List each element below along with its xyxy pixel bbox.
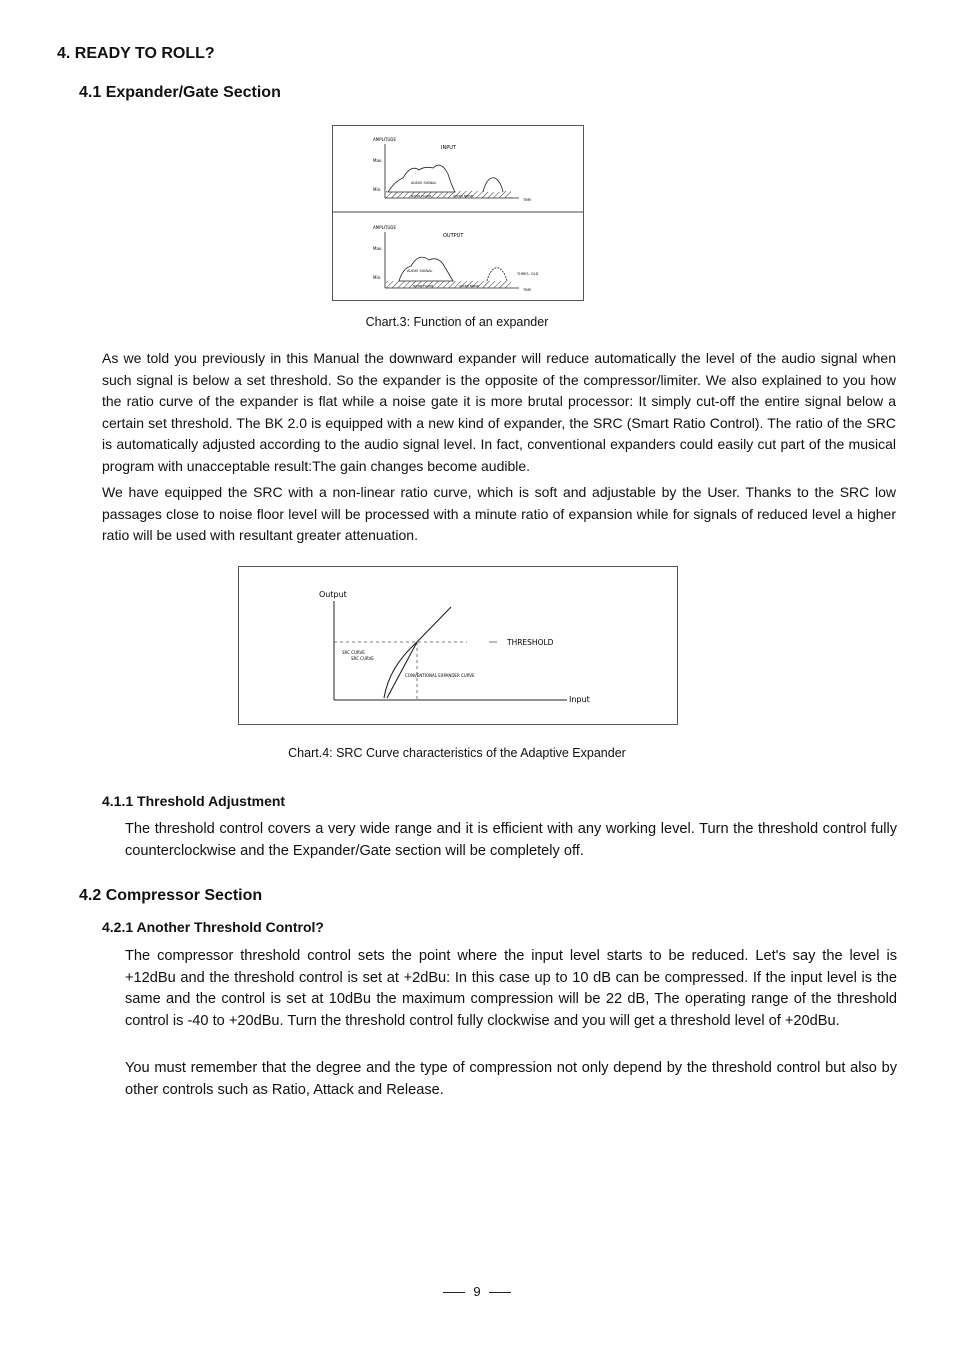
chart3-caption: Chart.3: Function of an expander <box>365 315 549 329</box>
chart4-conventional-curve <box>387 642 417 698</box>
expander-heading: 4.1 Expander/Gate Section <box>79 84 281 101</box>
chart3-min-bottom: Min. <box>373 275 382 280</box>
chart3-noise-band-bottom <box>386 281 511 288</box>
footer-dash-left <box>443 1292 465 1293</box>
chart3-max-bottom: Max. <box>373 246 383 251</box>
chart3-figure <box>332 125 584 301</box>
another-threshold-paragraph-2: You must remember that the degree and the type of compression not only depend by the threshold control but also by other controls such as Ratio, Attack and Release. <box>125 1060 897 1098</box>
threshold-adjustment-text: The threshold control covers a very wide range and it is efficient with any working level. Turn the threshold control fully counterclockwise and the Expander/Gate section will be completely off. <box>125 821 897 859</box>
chart3-signal-top-2 <box>483 178 503 192</box>
chart4-caption: Chart.4: SRC Curve characteristics of the Adaptive Expander <box>288 746 626 760</box>
chart4-unity-line <box>417 607 451 642</box>
another-threshold-paragraph-1: The compressor threshold control sets the point where the input level starts to be reduced. Let's say the level is +12dBu and the threshold control is set at +2dBu: In this case up to 10 dB can be compressed. If the input level is the same and the control is set at 10dBu the maximum compression will be 22 dB, The operating range of the threshold control is -40 to +20dBu. Turn the threshold control fully clockwise and you will get a threshold level of +20dBu. <box>125 948 897 1029</box>
section-heading: 4. READY TO ROLL? <box>57 45 215 62</box>
chart3-signal-top <box>388 165 455 192</box>
chart3-time-bottom: TIME <box>523 288 532 292</box>
chart3-svg <box>333 126 583 300</box>
chart3-amplitude-bottom: AMPLITUDE <box>373 225 396 230</box>
chart3-min-top: Min. <box>373 187 382 192</box>
footer-dash-right <box>489 1292 511 1293</box>
chart4-src-label: SRC CURVE <box>342 650 365 655</box>
chart3-amplitude-top: AMPLITUDE <box>373 137 396 142</box>
chart3-audio-signal-bottom: AUDIO SIGNAL <box>407 269 433 273</box>
chart3-input-label: INPUT <box>441 145 456 151</box>
chart3-noise-bottom: NOISE FLOOR <box>413 284 434 288</box>
chart4-input-label: Input <box>569 695 590 704</box>
another-threshold-heading: 4.2.1 Another Threshold Control? <box>102 919 324 935</box>
chart3-max-top: Max. <box>373 158 383 163</box>
chart3-thres-label: THRES. OLD <box>517 272 539 276</box>
chart4-svg <box>239 567 677 724</box>
chart4-conventional-label: CONVENTIONAL EXPANDER CURVE <box>405 673 475 678</box>
chart4-src-label-2: SRC CURVE <box>351 656 374 661</box>
compressor-heading: 4.2 Compressor Section <box>79 887 263 904</box>
chart3-noise-top-2: AUDIO NOISE <box>453 194 474 198</box>
chart4-figure <box>238 566 678 725</box>
chart3-noise-top: NOISE FLOOR <box>411 194 432 198</box>
chart3-signal-bottom-2 <box>487 268 507 281</box>
chart3-audio-signal-top: AUDIO SIGNAL <box>411 181 437 185</box>
chart3-noise-bottom-2: AUDIO NOISE <box>459 284 480 288</box>
expander-paragraph-2: We have equipped the SRC with a non-linear ratio curve, which is soft and adjustable by the User. Thanks to the SRC low passages close to noise floor level will be processed with a minute ratio of expansion while for signals of reduced level a higher ratio will be used with resultant greater attenuation. <box>102 484 896 543</box>
chart4-output-label: Output <box>319 590 347 599</box>
chart3-output-label: OUTPUT <box>443 233 464 239</box>
page-number: 9 <box>473 1284 481 1299</box>
expander-paragraph-1: As we told you previously in this Manual the downward expander will reduce automatically the level of the audio signal when such signal is below a set threshold. So the expander is the opposite of the compressor/limiter. We also explained to you how the ratio curve of the expander is flat while a noise gate it is more brutal processor: It simply cut-off the entire signal below a certain set threshold. The BK 2.0 is equipped with a new kind of expander, the SRC (Smart Ratio Control). The ratio of the SRC is automatically adjusted according to the audio signal level. In fact, conventional expanders could easily cut part of the musical program with unacceptable result:The gain changes become audible. <box>102 350 896 474</box>
threshold-adjustment-heading: 4.1.1 Threshold Adjustment <box>102 793 286 809</box>
chart4-threshold-label: THRESHOLD <box>507 638 554 647</box>
chart3-time-top: TIME <box>523 198 532 202</box>
page-footer <box>0 1284 954 1299</box>
